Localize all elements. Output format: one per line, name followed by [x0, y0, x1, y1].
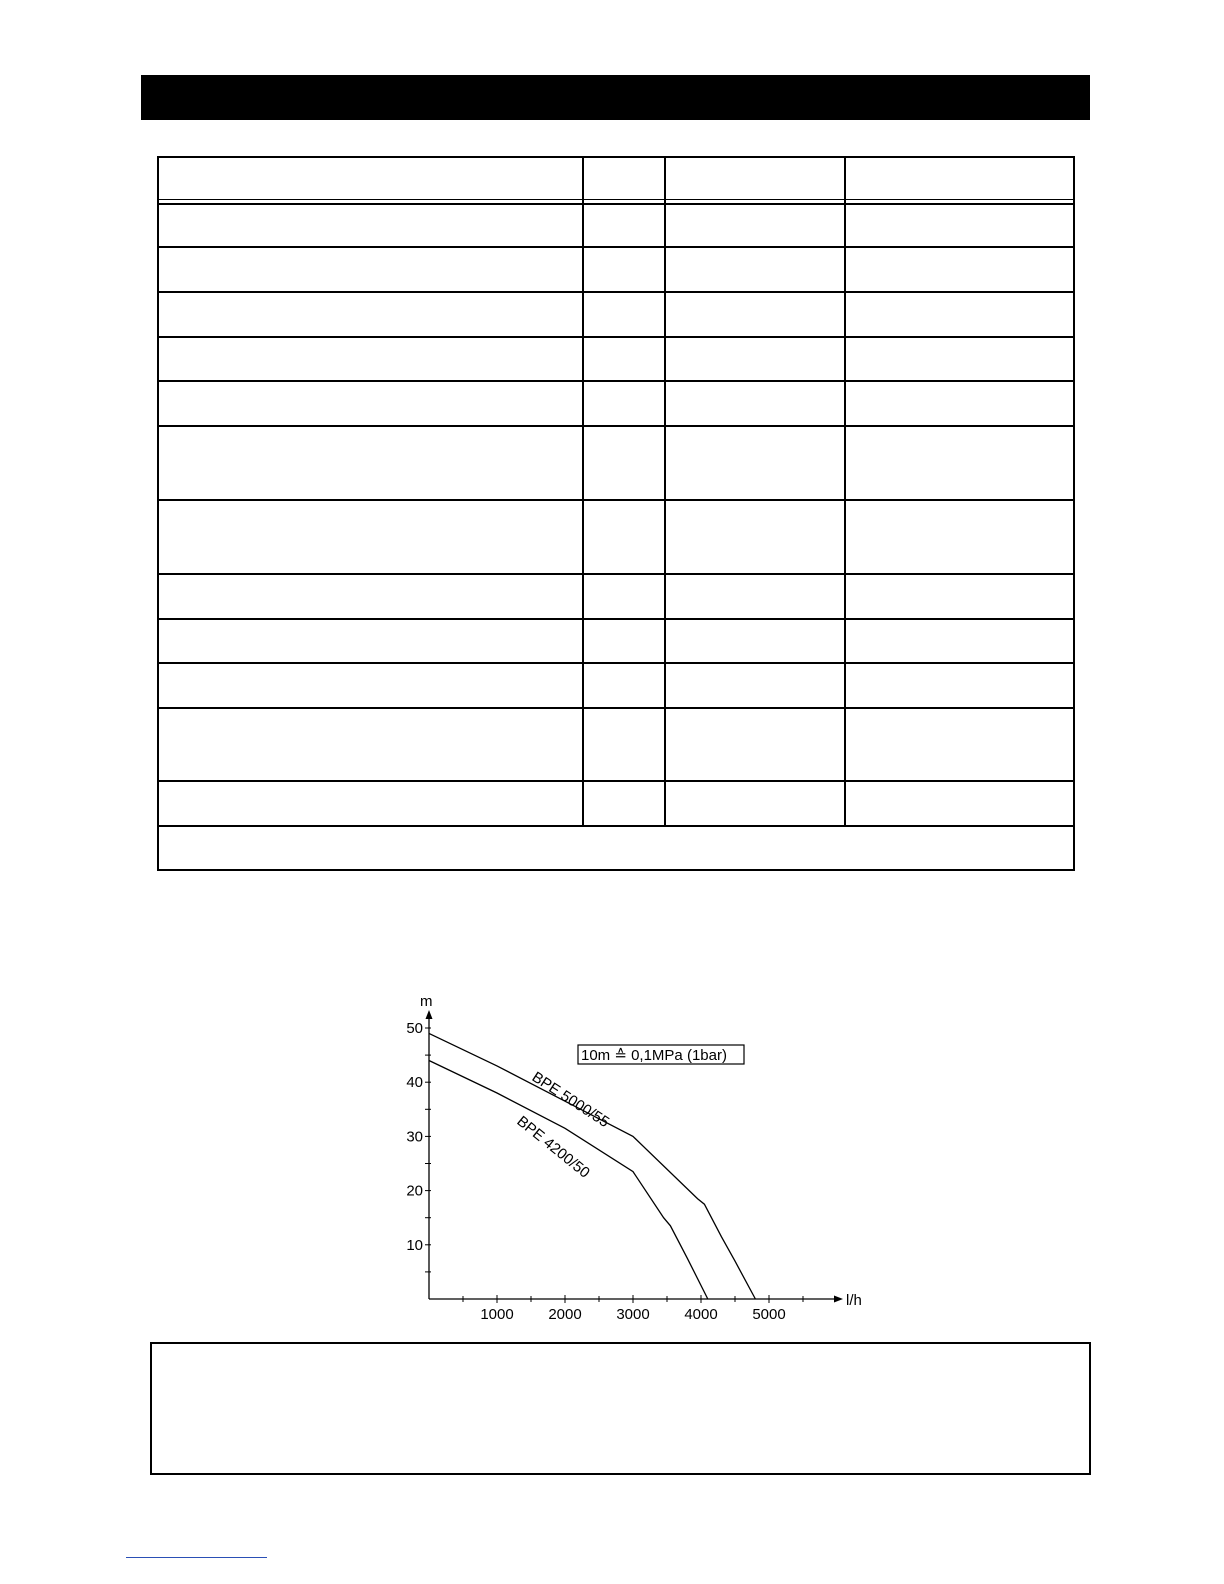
table-row-divider [159, 291, 1073, 293]
table-row-divider [159, 336, 1073, 338]
x-tick-label: 2000 [548, 1306, 582, 1323]
table-column-divider [582, 158, 584, 826]
x-tick-label: 5000 [752, 1306, 786, 1323]
note-box [150, 1342, 1091, 1475]
table-row-divider [159, 707, 1073, 709]
y-tick-label: 20 [406, 1182, 423, 1200]
table-row-divider [159, 499, 1073, 501]
annotation-text: 10m ≙ 0,1MPa (1bar) [581, 1047, 727, 1064]
x-tick-label: 1000 [480, 1306, 514, 1323]
chart-annotation [578, 1045, 744, 1064]
series-label: BPE 4200/50 [513, 1112, 593, 1182]
footer-rule [126, 1557, 267, 1558]
table-row-divider [159, 780, 1073, 782]
pump-curve-chart [380, 985, 862, 1330]
x-axis-arrow [834, 1296, 843, 1303]
x-axis-label: l/h [846, 1292, 862, 1309]
table-row-divider [159, 825, 1073, 827]
table-row-divider [159, 618, 1073, 620]
table-header-divider [159, 199, 1073, 200]
x-tick-label: 3000 [616, 1306, 650, 1323]
chart-axes [420, 993, 862, 1309]
x-tick-label: 4000 [684, 1306, 718, 1323]
y-tick-label: 10 [406, 1236, 423, 1254]
section-header-bar [141, 75, 1090, 120]
y-tick-label: 30 [406, 1128, 423, 1146]
series-label: BPE 5000/55 [528, 1068, 613, 1131]
y-axis-label: m [420, 993, 433, 1010]
table-row-divider [159, 380, 1073, 382]
y-axis-arrow [426, 1010, 433, 1019]
specification-table [157, 156, 1075, 871]
table-header-divider [159, 203, 1073, 205]
table-column-divider [664, 158, 666, 826]
table-column-divider [844, 158, 846, 826]
table-row-divider [159, 246, 1073, 248]
table-row-divider [159, 425, 1073, 427]
y-tick-label: 50 [406, 1020, 423, 1037]
series-line-bpe-5000-55 [429, 1033, 755, 1299]
table-row-divider [159, 573, 1073, 575]
table-row-divider [159, 662, 1073, 664]
chart-series [429, 1033, 755, 1299]
y-tick-label: 40 [406, 1074, 423, 1092]
